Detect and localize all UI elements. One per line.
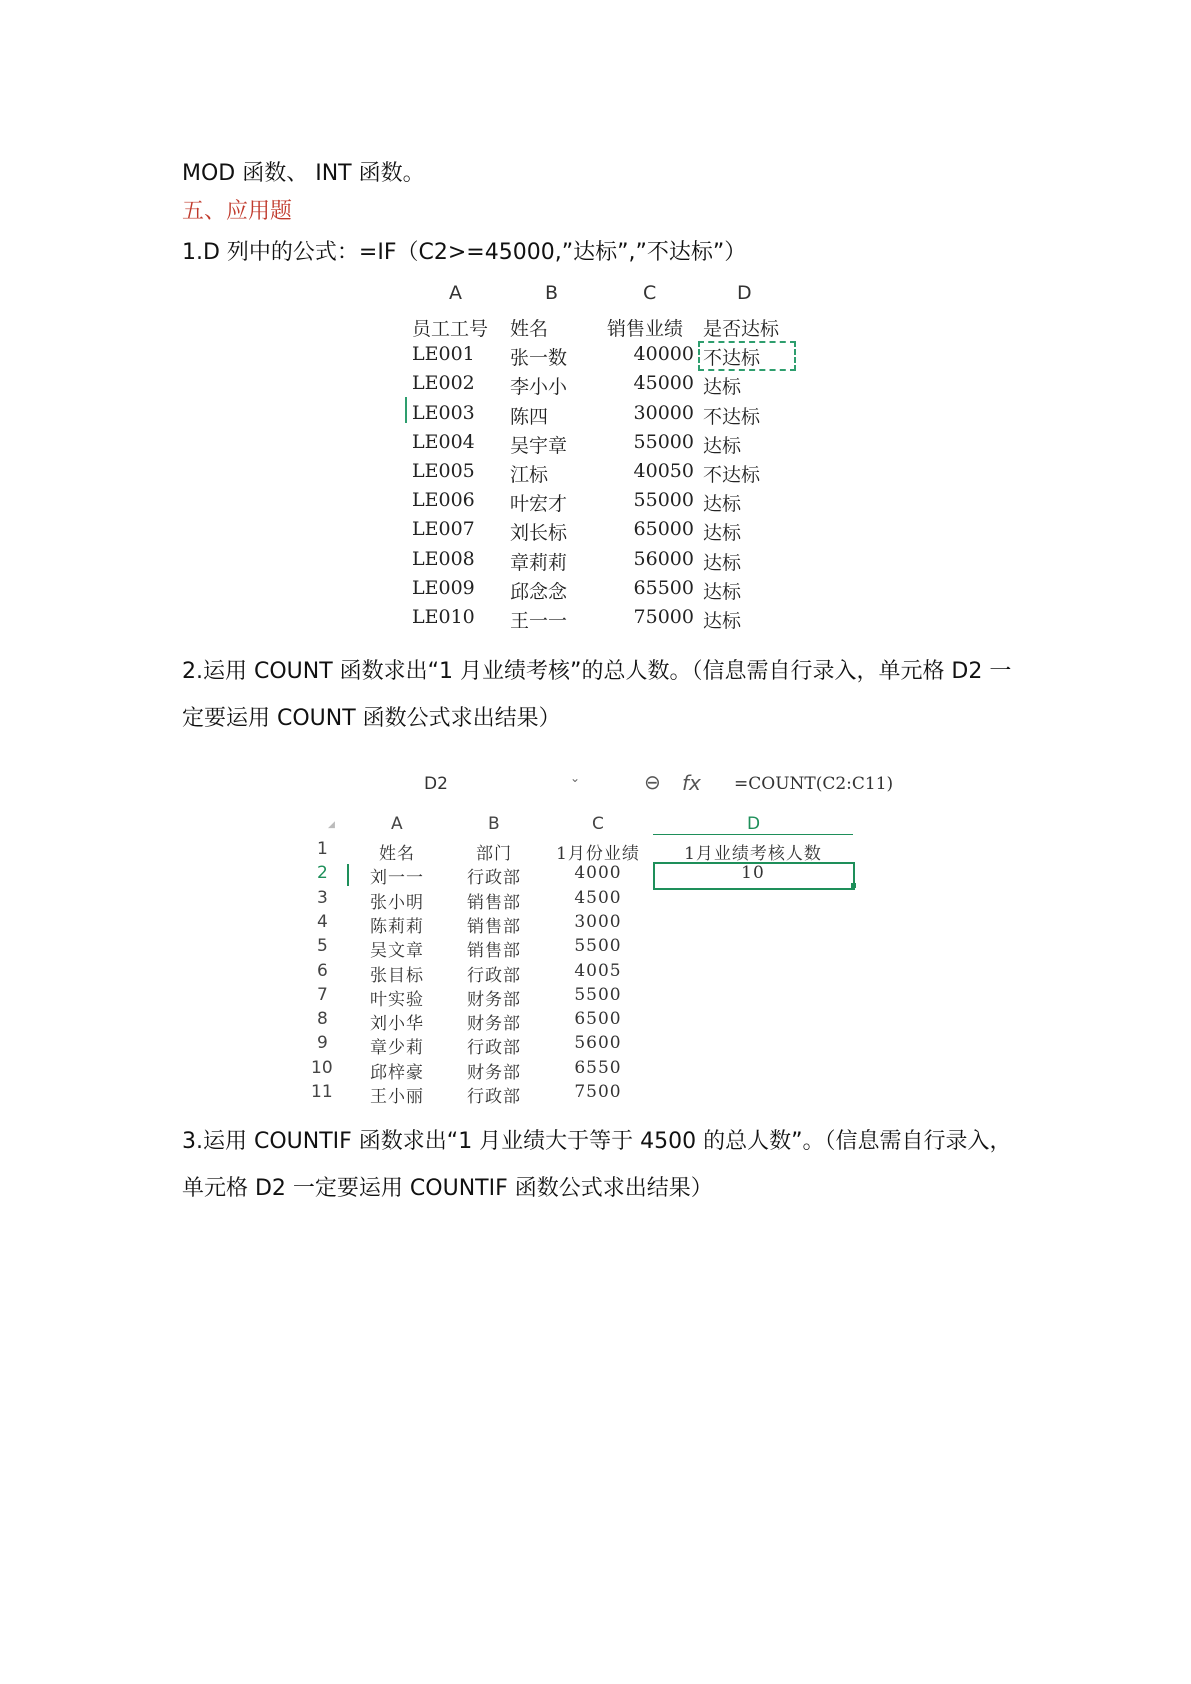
table1-cell: 李小小 — [510, 376, 568, 399]
table1-cell: 55000 — [633, 430, 694, 453]
question-3: 3.运用 COUNTIF 函数求出“1 月业绩大于等于 4500 的总人数”。（信息需自行录入，单元格 D2 一定要运用 COUNTIF 函数公式求出结果） — [182, 1129, 1012, 1201]
table2-cell: 销售部 — [467, 892, 521, 913]
table1-cell: 56000 — [633, 547, 694, 570]
table2-cell: 财务部 — [467, 1062, 521, 1083]
row-number-7[interactable]: 7 — [317, 984, 328, 1005]
table1-cell: 65000 — [633, 518, 694, 541]
table1-cell: 65500 — [633, 576, 694, 599]
table2-cell: 7500 — [574, 1082, 622, 1102]
table1-cell: 不达标 — [703, 464, 761, 486]
table2-cell: 行政部 — [467, 1087, 521, 1107]
table1-cell: 刘长标 — [510, 522, 568, 545]
table2-header: 1月份业绩 — [556, 844, 640, 864]
table1-cell: 40000 — [633, 343, 694, 366]
table2-cell: 5600 — [574, 1033, 622, 1054]
table1-cell: LE003 — [412, 401, 475, 424]
table2-cell: 刘一一 — [370, 868, 424, 889]
table1-cell: 30000 — [633, 401, 694, 424]
table2-cell: 王小丽 — [370, 1087, 424, 1107]
table2-cell: 邱梓豪 — [370, 1062, 424, 1083]
table2-cell: 6550 — [574, 1057, 622, 1078]
table2-cell: 财务部 — [467, 989, 521, 1010]
row-number-3[interactable]: 3 — [317, 887, 328, 908]
table1-cell: LE006 — [412, 489, 475, 512]
table1-cell: LE005 — [412, 460, 475, 482]
row-number-5[interactable]: 5 — [317, 936, 328, 957]
formula-bar[interactable]: =COUNT(C2:C11) — [734, 774, 894, 794]
table1-cell: 达标 — [703, 376, 742, 399]
row-number-9[interactable]: 9 — [317, 1033, 328, 1054]
table1-cell: 40050 — [633, 460, 694, 482]
table1-cell: LE010 — [412, 606, 475, 628]
column-header-c[interactable]: C — [643, 282, 657, 304]
table1-cell: 王一一 — [510, 610, 568, 632]
column-d-highlight — [653, 834, 853, 835]
table2-cell: 销售部 — [467, 916, 521, 937]
table1-cell: 不达标 — [703, 405, 761, 428]
column-header-c[interactable]: C — [592, 814, 604, 834]
row-number-6[interactable]: 6 — [317, 960, 328, 981]
row-number-4[interactable]: 4 — [317, 911, 328, 932]
table1-header: 员工工号 — [412, 318, 489, 340]
table1-cell: 达标 — [703, 610, 742, 632]
table1-cell: 75000 — [633, 606, 694, 628]
question-2: 2.运用 COUNT 函数求出“1 月业绩考核”的总人数。（信息需自行录入，单元格 D2 一定要运用 COUNT 函数公式求出结果） — [182, 659, 1012, 731]
row-number-8[interactable]: 8 — [317, 1009, 328, 1030]
table2-cell: 销售部 — [467, 941, 521, 962]
table2-cell: 6500 — [574, 1009, 622, 1030]
table2-header: 1月业绩考核人数 — [684, 844, 822, 864]
active-cell-value[interactable]: 10 — [741, 863, 765, 884]
table1-cell: 达标 — [703, 493, 742, 516]
table1-cell: LE001 — [412, 343, 475, 366]
column-header-d[interactable]: D — [737, 282, 752, 304]
table2-header: 姓名 — [379, 844, 415, 864]
table1-cell: 邱念念 — [510, 580, 568, 603]
table1-cell: 达标 — [703, 580, 742, 603]
table1-cell: 45000 — [633, 372, 694, 395]
fill-handle[interactable] — [851, 883, 856, 888]
table1-cell: 章莉莉 — [510, 551, 568, 574]
table1-cell: LE008 — [412, 547, 475, 570]
table2-cell: 财务部 — [467, 1014, 521, 1035]
table2-cell: 刘小华 — [370, 1014, 424, 1035]
table2-cell: 4005 — [574, 960, 622, 981]
table2-cell: 5500 — [574, 984, 622, 1005]
question-1: 1.D 列中的公式：=IF（C2>=45000,”达标”,”不达标”） — [182, 240, 747, 265]
selection-box — [698, 341, 796, 371]
cell-reference[interactable]: D2 — [424, 774, 448, 794]
column-header-a[interactable]: A — [391, 814, 403, 834]
row-number-11[interactable]: 11 — [311, 1082, 333, 1102]
table2-cell: 张小明 — [370, 892, 424, 913]
row-marker — [405, 397, 407, 423]
table2-cell: 4500 — [574, 887, 622, 908]
row-number-2[interactable]: 2 — [317, 863, 328, 884]
table1-header: 姓名 — [510, 318, 549, 340]
table1-cell: LE004 — [412, 430, 475, 453]
table1-header: 销售业绩 — [607, 318, 684, 340]
dropdown-icon[interactable]: ⌄ — [570, 771, 581, 785]
table1-cell: 达标 — [703, 434, 742, 457]
table2-cell: 行政部 — [467, 868, 521, 889]
table2-cell: 4000 — [574, 863, 622, 884]
table2-cell: 行政部 — [467, 1038, 521, 1059]
text-line-functions: MOD 函数、 INT 函数。 — [182, 161, 425, 186]
table1-cell: LE002 — [412, 372, 475, 395]
select-all-corner[interactable]: ◢ — [328, 820, 335, 830]
table1-cell: 吴宇章 — [510, 434, 568, 457]
table1-cell: 江标 — [510, 464, 549, 486]
table2-header: 部门 — [476, 844, 512, 864]
table2-cell: 张目标 — [370, 965, 424, 986]
table2-cell: 章少莉 — [370, 1038, 424, 1059]
table1-cell: 陈四 — [510, 405, 549, 428]
table1-header: 是否达标 — [703, 318, 780, 340]
table2-cell: 叶实验 — [370, 989, 424, 1010]
table2-cell: 3000 — [574, 911, 622, 932]
column-header-b[interactable]: B — [488, 814, 500, 834]
column-header-b[interactable]: B — [545, 282, 559, 304]
column-header-a[interactable]: A — [449, 282, 462, 304]
section-title: 五、应用题 — [182, 199, 293, 224]
table1-cell: LE009 — [412, 576, 475, 599]
column-header-d[interactable]: D — [747, 814, 761, 834]
row-number-10[interactable]: 10 — [311, 1057, 333, 1078]
row-number-1[interactable]: 1 — [317, 839, 328, 859]
table2-cell: 吴文章 — [370, 941, 424, 962]
table1-cell: 不达标 — [703, 347, 761, 370]
table1-cell: 叶宏才 — [510, 493, 568, 516]
table1-cell: 达标 — [703, 551, 742, 574]
table2-cell: 5500 — [574, 936, 622, 957]
zoom-icon[interactable]: ⊖ — [644, 770, 661, 794]
table1-cell: 达标 — [703, 522, 742, 545]
table1-cell: LE007 — [412, 518, 475, 541]
table1-cell: 张一数 — [510, 347, 568, 370]
row-2-marker — [347, 864, 349, 886]
table2-cell: 行政部 — [467, 965, 521, 986]
table2-cell: 陈莉莉 — [370, 916, 424, 937]
active-cell-d2[interactable] — [653, 862, 855, 890]
table1-cell: 55000 — [633, 489, 694, 512]
fx-icon[interactable]: fx — [682, 771, 701, 795]
